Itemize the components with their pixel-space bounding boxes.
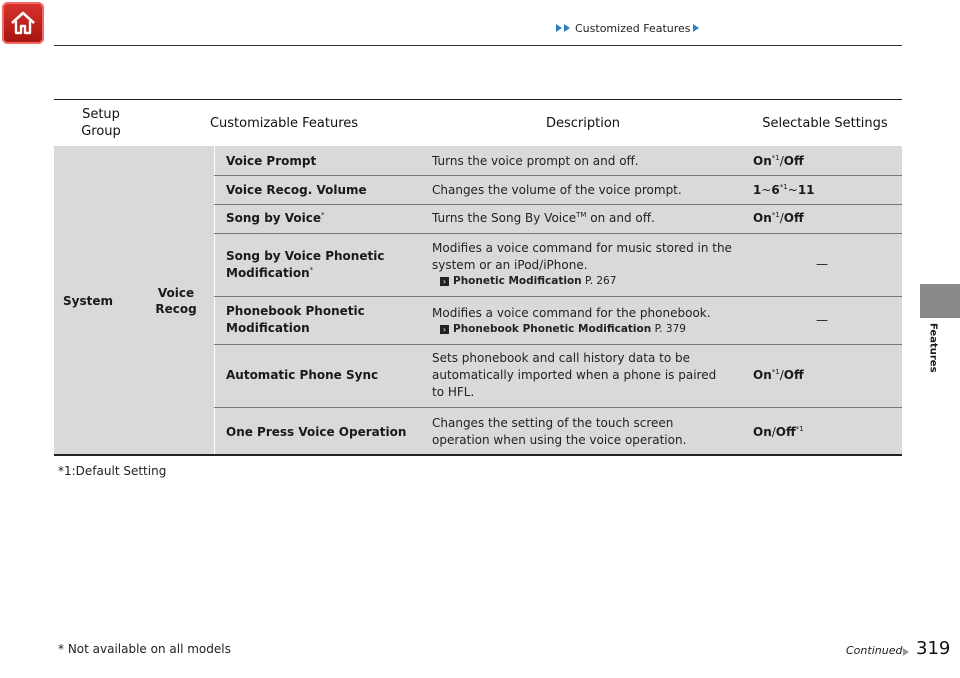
setup-group-system: System — [63, 294, 113, 308]
cross-reference-link[interactable] — [432, 322, 732, 337]
feature-voice-recog-volume: Voice Recog. Volume — [226, 183, 367, 197]
continued-arrow-icon — [903, 648, 909, 656]
setting-voice-prompt: On$^{*1}$/Off — [753, 154, 804, 168]
description-song-by-voice-phonetic — [432, 240, 732, 289]
column-header-customizable-features: Customizable Features — [209, 116, 359, 131]
setting-song-by-voice-phonetic: — — [816, 257, 828, 271]
description-one-press-voice: Changes the setting of the touch screen operation when using the voice operation. — [432, 416, 687, 447]
section-tab-label: Features — [927, 323, 939, 373]
description-phonebook-phonetic — [432, 305, 732, 337]
reference-title: Phonebook Phonetic Modification — [453, 323, 652, 335]
reference-arrow-icon: › — [440, 325, 449, 334]
feature-song-by-voice-phonetic: Song by Voice Phonetic Modification* — [226, 249, 385, 280]
description-voice-recog-volume: Changes the volume of the voice prompt. — [432, 183, 682, 197]
reference-arrow-icon: › — [440, 277, 449, 286]
setup-group-voice-recog: Voice Recog — [155, 286, 197, 316]
row-divider — [214, 344, 902, 345]
section-tab[interactable] — [920, 284, 960, 318]
availability-note: * Not available on all models — [58, 642, 231, 656]
continued-label: Continued — [846, 644, 903, 657]
breadcrumb-arrow-icon — [556, 24, 562, 32]
feature-song-by-voice: Song by Voice* — [226, 211, 325, 225]
column-header-setup-group: Setup Group — [81, 107, 121, 139]
page-number: 319 — [916, 638, 951, 659]
reference-title: Phonetic Modification — [453, 275, 582, 287]
row-divider — [214, 296, 902, 297]
setting-automatic-phone-sync: On$^{*1}$/Off — [753, 368, 804, 382]
table-bottom-rule — [54, 454, 902, 456]
setting-phonebook-phonetic: — — [816, 313, 828, 327]
description-text: Modifies a voice command for the phonebook. — [432, 306, 711, 320]
feature-one-press-voice: One Press Voice Operation — [226, 425, 407, 439]
home-icon — [9, 9, 37, 37]
breadcrumb[interactable] — [556, 20, 900, 36]
description-automatic-phone-sync: Sets phonebook and call history data to be automatically imported when a phone is paired to HFL. — [432, 351, 717, 399]
reference-page: P. 267 — [585, 275, 617, 287]
default-setting-footnote: *1:Default Setting — [58, 464, 167, 478]
description-text: Modifies a voice command for music stored in the system or an iPod/iPhone. — [432, 241, 732, 272]
row-divider — [214, 175, 902, 176]
description-voice-prompt: Turns the voice prompt on and off. — [432, 154, 639, 168]
column-header-selectable-settings: Selectable Settings — [762, 116, 888, 131]
row-divider — [214, 233, 902, 234]
setting-one-press-voice: On/Off$^{*1}$ — [753, 425, 804, 439]
cross-reference-link[interactable] — [432, 274, 732, 289]
breadcrumb-title[interactable]: Customized Features — [575, 21, 691, 35]
feature-voice-prompt: Voice Prompt — [226, 154, 317, 168]
table-top-rule — [54, 99, 902, 100]
setting-song-by-voice: On$^{*1}$/Off — [753, 211, 804, 225]
home-button[interactable] — [2, 2, 44, 44]
row-divider — [214, 407, 902, 408]
breadcrumb-arrow-icon — [693, 24, 699, 32]
row-divider — [214, 204, 902, 205]
column-header-description: Description — [545, 116, 621, 131]
header-divider — [54, 45, 902, 46]
setting-voice-recog-volume: 1~6$^{*1}$~11 — [753, 183, 815, 197]
description-song-by-voice: Turns the Song By Voice™ on and off. — [432, 211, 655, 225]
feature-automatic-phone-sync: Automatic Phone Sync — [226, 368, 379, 382]
feature-phonebook-phonetic: Phonebook Phonetic Modification — [226, 304, 365, 335]
reference-page: P. 379 — [654, 323, 686, 335]
breadcrumb-arrow-icon — [564, 24, 570, 32]
